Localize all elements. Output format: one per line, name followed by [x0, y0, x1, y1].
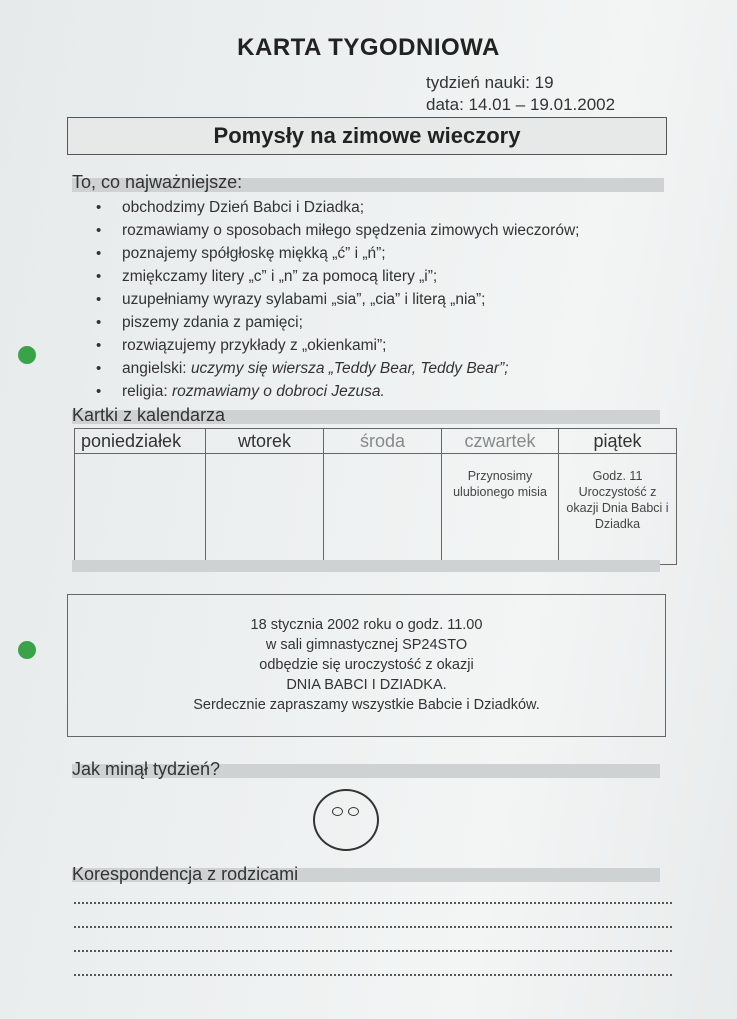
english-text: uczymy się wiersza „Teddy Bear, Teddy Bear”; — [190, 360, 509, 377]
section-heading-correspondence: Korespondencja z rodzicami — [72, 864, 299, 884]
cell-thursday: Przynosimy ulubionego misia — [442, 454, 559, 565]
day-thursday: czwartek — [442, 429, 559, 454]
cell-monday — [75, 454, 206, 565]
punch-hole-bottom — [18, 641, 36, 659]
week-info — [426, 72, 615, 116]
list-item: • zmiękczamy litery „c” i „n” za pomocą litery „i”; — [96, 265, 579, 288]
list-item: • poznajemy spółgłoskę miękką „ć” i „ń”; — [96, 242, 579, 265]
smiley-face-icon — [313, 789, 379, 851]
theme-title: Pomysły na zimowe wieczory — [67, 117, 667, 155]
week-number: tydzień nauki: 19 — [426, 73, 554, 92]
writing-line — [74, 974, 672, 976]
list-item-english — [96, 357, 579, 380]
day-monday: poniedziałek — [75, 429, 206, 454]
punch-hole-top — [18, 346, 36, 364]
face-eye-left — [332, 807, 343, 816]
list-item: • rozwiązujemy przykłady z „okienkami”; — [96, 334, 579, 357]
section-heading-important: To, co najważniejsze: — [72, 172, 243, 192]
calendar-body-row — [75, 454, 677, 565]
notice-line: w sali gimnastycznej SP24STO — [265, 637, 468, 653]
list-item-religion — [96, 380, 579, 403]
list-item: • uzupełniamy wyrazy sylabami „sia”, „cia” i literą „nia”; — [96, 288, 579, 311]
cell-wednesday — [324, 454, 442, 565]
event-notice — [67, 594, 666, 737]
document-title: KARTA TYGODNIOWA — [237, 34, 500, 61]
calendar-header-row — [75, 429, 677, 454]
writing-line — [74, 902, 672, 904]
notice-line: Serdecznie zapraszamy wszystkie Babcie i Dziadków. — [193, 697, 540, 713]
section-heading-review: Jak minął tydzień? — [72, 759, 221, 779]
week-dates: data: 14.01 – 19.01.2002 — [426, 95, 616, 114]
religion-text: rozmawiamy o dobroci Jezusa. — [171, 383, 385, 400]
day-wednesday: środa — [324, 429, 442, 454]
writing-line — [74, 926, 672, 928]
cell-tuesday — [206, 454, 324, 565]
religion-label: religia: — [122, 383, 168, 400]
list-item: • obchodzimy Dzień Babci i Dziadka; — [96, 196, 579, 219]
day-tuesday: wtorek — [206, 429, 324, 454]
calendar-table — [74, 428, 677, 565]
notice-line: 18 stycznia 2002 roku o godz. 11.00 — [250, 617, 483, 633]
notice-line: odbędzie się uroczystość z okazji — [259, 657, 474, 673]
list-item: • piszemy zdania z pamięci; — [96, 311, 579, 334]
writing-line — [74, 950, 672, 952]
face-eye-right — [348, 807, 359, 816]
calendar-bottom-shade — [72, 560, 660, 572]
list-item: • rozmawiamy o sposobach miłego spędzenia zimowych wieczorów; — [96, 219, 579, 242]
important-list — [96, 196, 579, 403]
english-label: angielski: — [122, 360, 187, 377]
section-heading-calendar: Kartki z kalendarza — [72, 405, 226, 425]
cell-friday: Godz. 11 Uroczystość z okazji Dnia Babci i Dziadka — [559, 454, 677, 565]
notice-line: DNIA BABCI I DZIADKA. — [286, 677, 447, 693]
day-friday: piątek — [559, 429, 677, 454]
